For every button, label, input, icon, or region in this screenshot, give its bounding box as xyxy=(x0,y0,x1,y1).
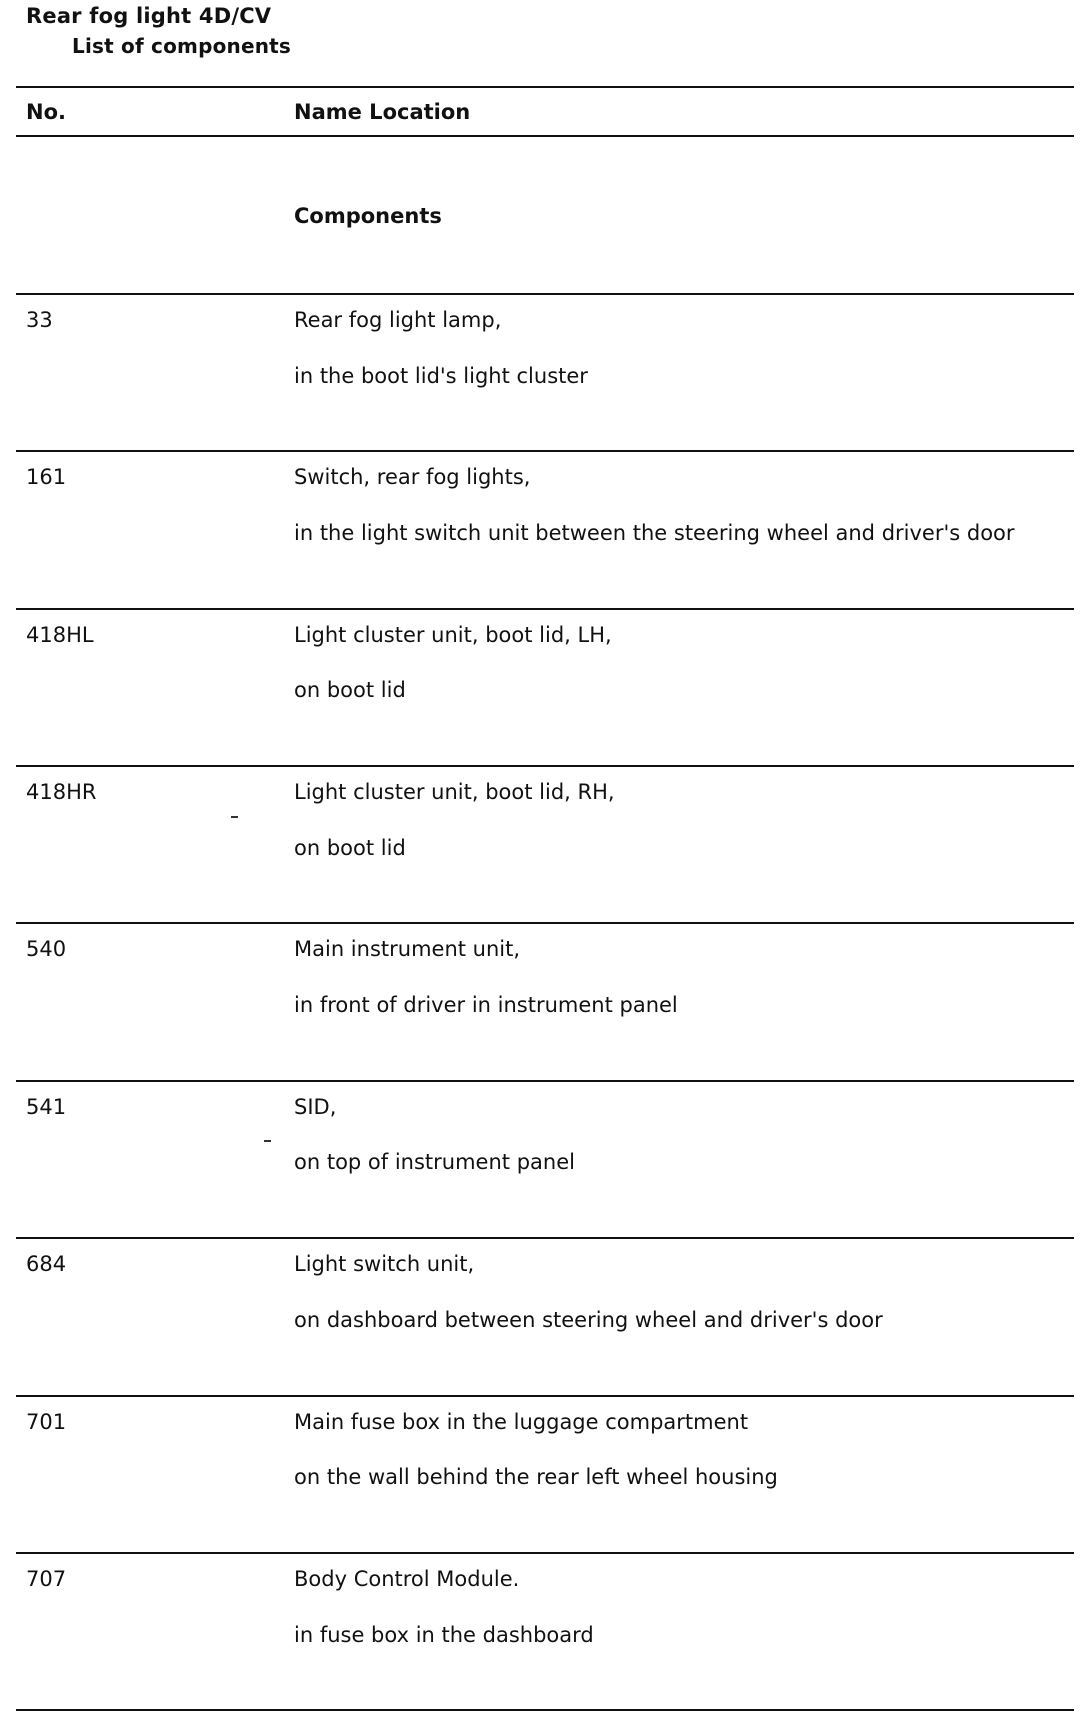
row-divider xyxy=(16,1237,1074,1239)
document-subtitle: List of components xyxy=(72,34,292,58)
component-number: 684 xyxy=(26,1252,67,1276)
row-divider xyxy=(16,608,1074,610)
component-number: 701 xyxy=(26,1410,67,1434)
table-top-rule xyxy=(16,86,1074,88)
component-name: Light cluster unit, boot lid, RH, xyxy=(294,780,615,804)
document-title: Rear fog light 4D/CV xyxy=(26,4,272,28)
component-name: Rear fog light lamp, xyxy=(294,308,502,332)
component-location: in front of driver in instrument panel xyxy=(294,993,678,1017)
row-divider xyxy=(16,1395,1074,1397)
component-number: 418HR xyxy=(26,780,97,804)
row-divider xyxy=(16,1080,1074,1082)
table-bottom-rule xyxy=(16,1709,1074,1711)
component-name: Switch, rear fog lights, xyxy=(294,465,531,489)
header-bottom-rule xyxy=(16,135,1074,137)
row-divider xyxy=(16,293,1074,295)
component-location: on boot lid xyxy=(294,836,406,860)
column-header-no: No. xyxy=(26,100,66,124)
component-location: in fuse box in the dashboard xyxy=(294,1623,594,1647)
component-number: 707 xyxy=(26,1567,67,1591)
component-number: 541 xyxy=(26,1095,67,1119)
component-name: Light cluster unit, boot lid, LH, xyxy=(294,623,612,647)
component-number: 418HL xyxy=(26,623,94,647)
component-name: Body Control Module. xyxy=(294,1567,520,1591)
component-number: 540 xyxy=(26,937,67,961)
section-heading: Components xyxy=(294,204,442,228)
component-location: on dashboard between steering wheel and driver's door xyxy=(294,1308,883,1332)
row-divider xyxy=(16,450,1074,452)
row-divider xyxy=(16,1552,1074,1554)
scan-mark xyxy=(231,816,238,818)
component-location: on top of instrument panel xyxy=(294,1150,575,1174)
scan-mark xyxy=(264,1140,271,1142)
row-divider xyxy=(16,922,1074,924)
component-number: 161 xyxy=(26,465,67,489)
component-location: in the light switch unit between the steering wheel and driver's door xyxy=(294,521,1015,545)
column-header-name-location: Name Location xyxy=(294,100,471,124)
component-name: Main instrument unit, xyxy=(294,937,521,961)
component-location: on boot lid xyxy=(294,678,406,702)
component-number: 33 xyxy=(26,308,53,332)
component-name: Main fuse box in the luggage compartment xyxy=(294,1410,749,1434)
component-location: on the wall behind the rear left wheel housing xyxy=(294,1465,778,1489)
row-divider xyxy=(16,765,1074,767)
component-name: SID, xyxy=(294,1095,337,1119)
component-location: in the boot lid's light cluster xyxy=(294,364,588,388)
component-name: Light switch unit, xyxy=(294,1252,475,1276)
